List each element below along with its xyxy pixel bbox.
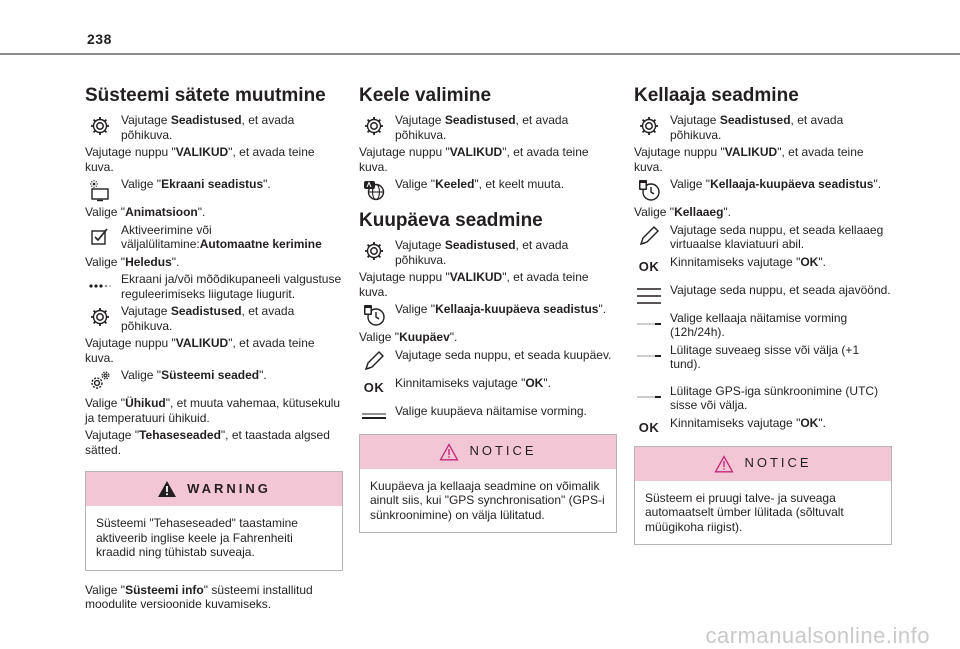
text-part: Valige " <box>85 254 126 269</box>
instruction-item <box>359 238 617 267</box>
paragraph <box>85 205 343 220</box>
text-part: Vajutage <box>670 113 720 127</box>
bold-term: VALIKUD <box>449 270 503 284</box>
text-part: Ekraani ja/või mõõdikupaneeli valgustuse reguleerimiseks liigutage liugurit. <box>121 272 342 301</box>
notice-body: Süsteem ei pruugi talve- ja suveaga automaatselt ümber lülitada (sõltuvalt müügikoha riigist). <box>645 490 844 534</box>
list-lines-icon <box>636 283 662 309</box>
paragraph <box>85 255 343 270</box>
section-title: Keele valimine <box>359 85 492 106</box>
bold-term: Ekraani seadistus <box>161 177 264 191</box>
text-part: Vajutage <box>395 238 445 252</box>
instruction-item <box>85 304 343 333</box>
toggle-switch-icon <box>636 311 662 337</box>
warning-header <box>86 472 342 506</box>
text-part: Lülitage GPS-iga sünkroonimine (UTC) sisse või välja. <box>670 383 879 412</box>
bold-term: Automaatne kerimine <box>199 237 322 251</box>
bold-term: VALIKUD <box>449 145 503 159</box>
instruction-item <box>359 348 617 364</box>
text-part: Vajutage <box>121 113 171 127</box>
text-part: ", et keelt muuta. <box>474 177 565 191</box>
bold-term: Süsteemi info <box>125 582 204 597</box>
text-part: Vajutage <box>121 304 171 318</box>
text-part: Lülitage suveaeg sisse või välja (+1 tund). <box>670 342 860 371</box>
paragraph <box>359 330 617 345</box>
instruction-item <box>359 404 617 420</box>
bold-term: OK <box>525 375 544 390</box>
bold-term: Süsteemi seaded <box>161 368 260 382</box>
instruction-item <box>634 384 892 413</box>
paragraph <box>85 428 343 457</box>
bold-term: VALIKUD <box>724 145 778 159</box>
top-rule <box>0 53 960 55</box>
text-part: ". <box>818 254 826 269</box>
calendar-clock-icon <box>361 302 387 328</box>
bold-term: VALIKUD <box>175 336 229 350</box>
section-title: Süsteemi sätete muutmine <box>85 85 326 106</box>
text-part: ". <box>171 254 180 269</box>
instruction-item <box>634 113 892 142</box>
paragraph <box>359 270 617 299</box>
text-part: ". <box>873 177 882 191</box>
system-gears-icon <box>87 368 113 394</box>
instruction-item <box>359 302 617 318</box>
notice-title: NOTICE <box>469 443 537 459</box>
notice-header <box>360 435 616 469</box>
gear-icon <box>87 113 113 139</box>
warning-triangle-icon <box>157 480 177 498</box>
notice-box <box>359 434 617 534</box>
ok-icon: OK <box>638 420 660 436</box>
bold-term: Seadistused <box>444 238 516 252</box>
text-part: Valige " <box>85 205 126 219</box>
instruction-item <box>359 375 617 396</box>
text-part: ", et muuta vahemaa, kütusekulu ja temperatuuri ühikuid. <box>85 396 341 425</box>
text-part: ". <box>818 415 826 430</box>
text-part: Valige " <box>85 396 126 410</box>
text-part: " süsteemi installitud moodulite versioonide kuvamiseks. <box>85 582 313 611</box>
warning-box <box>85 471 343 571</box>
notice-title: NOTICE <box>744 455 812 471</box>
page-number: 238 <box>87 31 112 47</box>
paragraph <box>85 583 343 612</box>
gear-icon <box>87 304 113 330</box>
text-part: , et avada põhikuva. <box>670 113 844 142</box>
instruction-item <box>85 223 343 252</box>
bold-term: Seadistused <box>444 113 516 127</box>
section-title: Kuupäeva seadmine <box>359 210 543 231</box>
bold-term: Animatsioon <box>125 205 198 219</box>
text-part: Vajutage nuppu " <box>359 145 450 159</box>
paragraph <box>85 336 343 365</box>
text-part: Valige " <box>121 368 162 382</box>
instruction-item <box>85 113 343 142</box>
bold-term: Seadistused <box>719 113 791 127</box>
paragraph <box>634 145 892 174</box>
watermark: carmanualsonline.info <box>705 622 930 648</box>
text-part: ", et avada teine kuva. <box>85 336 315 365</box>
instruction-item <box>85 368 343 384</box>
language-globe-icon <box>361 177 387 203</box>
text-part: ". <box>263 177 271 191</box>
text-part: ", et avada teine kuva. <box>359 145 589 174</box>
text-part: Kinnitamiseks vajutage " <box>670 415 801 430</box>
bold-term: Kuupäev <box>399 330 450 344</box>
text-part: , et avada põhikuva. <box>395 238 569 267</box>
ok-icon: OK <box>363 380 385 396</box>
text-part: Vajutage seda nuppu, et seada kuupäev. <box>395 347 612 362</box>
column-system-settings <box>85 84 343 615</box>
format-bar-icon <box>361 404 387 430</box>
text-part: Vajutage " <box>85 428 140 442</box>
text-part: ". <box>723 205 732 219</box>
notice-header <box>635 447 891 481</box>
toggle-switch-icon <box>636 384 662 410</box>
gear-icon <box>361 113 387 139</box>
text-part: , et avada põhikuva. <box>395 113 569 142</box>
notice-body: Kuupäeva ja kellaaja seadmine on võimalik ainult siis, kui "GPS synchronisation" (GPS-i sünkroonimine) on välja lülitatud. <box>370 478 605 522</box>
column-time-settings <box>634 84 892 557</box>
bold-term: Seadistused <box>170 304 242 318</box>
bold-term: VALIKUD <box>175 145 229 159</box>
instruction-item <box>85 177 343 193</box>
text-part: Valige kuupäeva näitamise vorming. <box>395 403 587 418</box>
instruction-item <box>634 343 892 372</box>
gear-icon <box>361 238 387 264</box>
instruction-item <box>634 177 892 193</box>
text-part: Vajutage nuppu " <box>85 145 176 159</box>
display-brightness-icon <box>87 177 113 203</box>
text-part: ", et taastada algsed sätted. <box>85 428 330 457</box>
text-part: Vajutage nuppu " <box>359 270 450 284</box>
instruction-item <box>634 415 892 436</box>
text-part: ". <box>259 368 267 382</box>
text-part: ". <box>197 205 206 219</box>
text-part: ", et avada teine kuva. <box>634 145 864 174</box>
instruction-item <box>85 272 343 301</box>
checkbox-edit-icon <box>87 223 113 249</box>
text-part: ", et avada teine kuva. <box>359 270 589 299</box>
paragraph <box>359 145 617 174</box>
bold-term: OK <box>800 254 819 269</box>
instruction-item <box>634 283 892 299</box>
bold-term: Keeled <box>435 177 475 191</box>
text-part: Valige " <box>634 205 675 219</box>
ok-icon: OK <box>638 259 660 275</box>
text-part: , et avada põhikuva. <box>121 113 295 142</box>
instruction-item <box>634 311 892 340</box>
text-part: Valige " <box>359 330 400 344</box>
paragraph <box>85 396 343 425</box>
calendar-clock-icon <box>636 177 662 203</box>
bold-term: Ühikud <box>125 396 166 410</box>
text-part: ", et avada teine kuva. <box>85 145 315 174</box>
gear-icon <box>636 113 662 139</box>
bold-term: Kellaaja-kuupäeva seadistus <box>435 302 599 316</box>
text-part: ". <box>543 375 551 390</box>
notice-triangle-icon <box>439 443 459 461</box>
text-part: Kinnitamiseks vajutage " <box>395 375 526 390</box>
text-part: Vajutage seda nuppu, et seada ajavöönd. <box>670 282 891 297</box>
text-part: Aktiveerimine või väljalülitamine: <box>121 222 212 251</box>
warning-body: Süsteemi "Tehaseseaded" taastamine aktiveerib inglise keele ja Fahrenheiti kraadid ning tühistab suveaja. <box>96 516 298 559</box>
pencil-icon <box>636 223 662 249</box>
notice-triangle-icon <box>714 455 734 473</box>
text-part: Vajutage nuppu " <box>634 145 725 159</box>
paragraph <box>85 145 343 174</box>
warning-title: WARNING <box>187 480 271 496</box>
pencil-icon <box>361 348 387 374</box>
text-part: Valige " <box>121 177 162 191</box>
column-language-date <box>359 84 617 545</box>
paragraph <box>634 205 892 220</box>
instruction-item <box>634 254 892 275</box>
text-part: Valige " <box>85 582 126 597</box>
text-part: ". <box>449 330 458 344</box>
instruction-item <box>359 177 617 193</box>
text-part: Vajutage nuppu " <box>85 336 176 350</box>
text-part: Vajutage <box>395 113 445 127</box>
instruction-item <box>359 113 617 142</box>
text-part: Vajutage seda nuppu, et seada kellaaeg virtuaalse klaviatuuri abil. <box>670 222 884 251</box>
toggle-switch-icon <box>636 343 662 369</box>
text-part: Valige " <box>395 177 436 191</box>
text-part: Valige " <box>395 302 436 316</box>
notice-box <box>634 446 892 546</box>
text-part: Kinnitamiseks vajutage " <box>670 254 801 269</box>
bold-term: Heledus <box>125 254 172 269</box>
section-title: Kellaaja seadmine <box>634 85 799 106</box>
instruction-item <box>634 223 892 252</box>
text-part: Valige " <box>670 177 711 191</box>
text-part: , et avada põhikuva. <box>121 304 295 333</box>
bold-term: Seadistused <box>170 113 242 127</box>
text-part: Valige kellaaja näitamise vorming (12h/24h). <box>670 310 848 339</box>
bold-term: OK <box>800 415 819 430</box>
bold-term: Kellaaja-kuupäeva seadistus <box>710 177 874 191</box>
bold-term: Kellaaeg <box>674 205 724 219</box>
text-part: ". <box>598 302 607 316</box>
bold-term: Tehaseseaded <box>139 428 221 442</box>
slider-dots-icon <box>87 272 113 298</box>
